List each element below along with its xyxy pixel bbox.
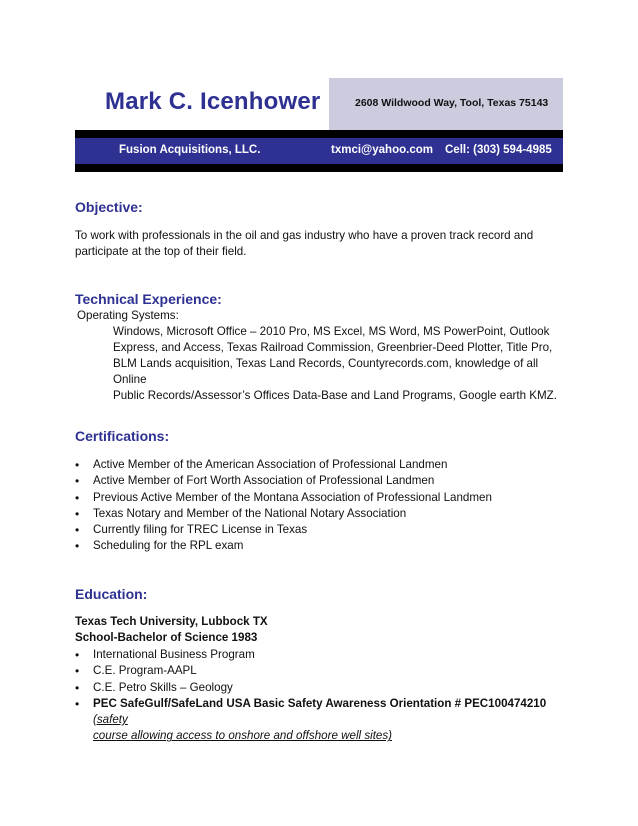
education-school: Texas Tech University, Lubbock TX bbox=[75, 615, 268, 628]
address: 2608 Wildwood Way, Tool, Texas 75143 bbox=[355, 97, 549, 109]
bullet-icon: • bbox=[75, 523, 80, 538]
objective-line: participate at the top of their field. bbox=[75, 245, 247, 258]
pec-course: PEC SafeGulf/SafeLand USA Basic Safety Awareness Orientation # PEC100474210 bbox=[93, 696, 547, 710]
bullet-icon: • bbox=[75, 474, 80, 489]
header-rule-top bbox=[75, 130, 563, 138]
bullet-icon: • bbox=[75, 696, 80, 711]
education-degree: School-Bachelor of Science 1983 bbox=[75, 631, 258, 644]
company-name: Fusion Acquisitions, LLC. bbox=[119, 144, 261, 156]
certifications-heading: Certifications: bbox=[75, 428, 170, 444]
bullet-icon: • bbox=[75, 490, 80, 505]
bullet-icon: • bbox=[75, 664, 80, 679]
list-item: • International Business Program bbox=[75, 648, 255, 662]
technical-line: BLM Lands acquisition, Texas Land Records, Countyrecords.com, knowledge of all Online bbox=[113, 357, 539, 386]
list-item: • Currently filing for TREC License in Texas bbox=[75, 523, 308, 538]
technical-line: Express, and Access, Texas Railroad Commission, Greenbrier-Deed Plotter, Title Pro, bbox=[113, 341, 553, 354]
technical-subhead: Operating Systems: bbox=[77, 309, 179, 322]
technical-line: Public Records/Assessor’s Offices Data-Base and Land Programs, Google earth KMZ. bbox=[113, 389, 557, 402]
objective-heading: Objective: bbox=[75, 199, 143, 215]
cell-phone: Cell: (303) 594-4985 bbox=[445, 144, 552, 156]
header-rule-bottom bbox=[75, 164, 563, 172]
bullet-icon: • bbox=[75, 680, 80, 695]
pec-note: (safety bbox=[93, 713, 128, 727]
list-item: • Active Member of the American Association of Professional Landmen bbox=[75, 458, 448, 472]
bullet-icon: • bbox=[75, 506, 80, 521]
technical-line: Windows, Microsoft Office – 2010 Pro, MS Excel, MS Word, MS PowerPoint, Outlook bbox=[113, 325, 550, 338]
email-address: txmci@yahoo.com bbox=[331, 144, 433, 156]
objective-text bbox=[75, 228, 565, 260]
list-item: • Previous Active Member of the Montana Association of Professional Landmen bbox=[75, 490, 492, 505]
technical-heading: Technical Experience: bbox=[75, 291, 222, 307]
bullet-icon: • bbox=[75, 539, 80, 554]
technical-details bbox=[113, 324, 568, 404]
pec-note: course allowing access to onshore and offshore well sites) bbox=[93, 729, 393, 743]
list-item: • Active Member of Fort Worth Association of Professional Landmen bbox=[75, 474, 435, 489]
list-item: • Scheduling for the RPL exam bbox=[75, 539, 244, 554]
education-heading: Education: bbox=[75, 586, 148, 602]
list-item bbox=[75, 696, 565, 745]
bullet-icon: • bbox=[75, 648, 80, 662]
list-item: • C.E. Program-AAPL bbox=[75, 664, 197, 679]
list-item: • C.E. Petro Skills – Geology bbox=[75, 680, 233, 695]
education-list bbox=[75, 647, 565, 745]
certifications-list bbox=[75, 457, 565, 555]
list-item: • Texas Notary and Member of the National Notary Association bbox=[75, 506, 407, 521]
candidate-name: Mark C. Icenhower bbox=[105, 88, 321, 115]
bullet-icon: • bbox=[75, 458, 80, 472]
objective-line: To work with professionals in the oil and gas industry who have a proven track record and bbox=[75, 229, 534, 242]
